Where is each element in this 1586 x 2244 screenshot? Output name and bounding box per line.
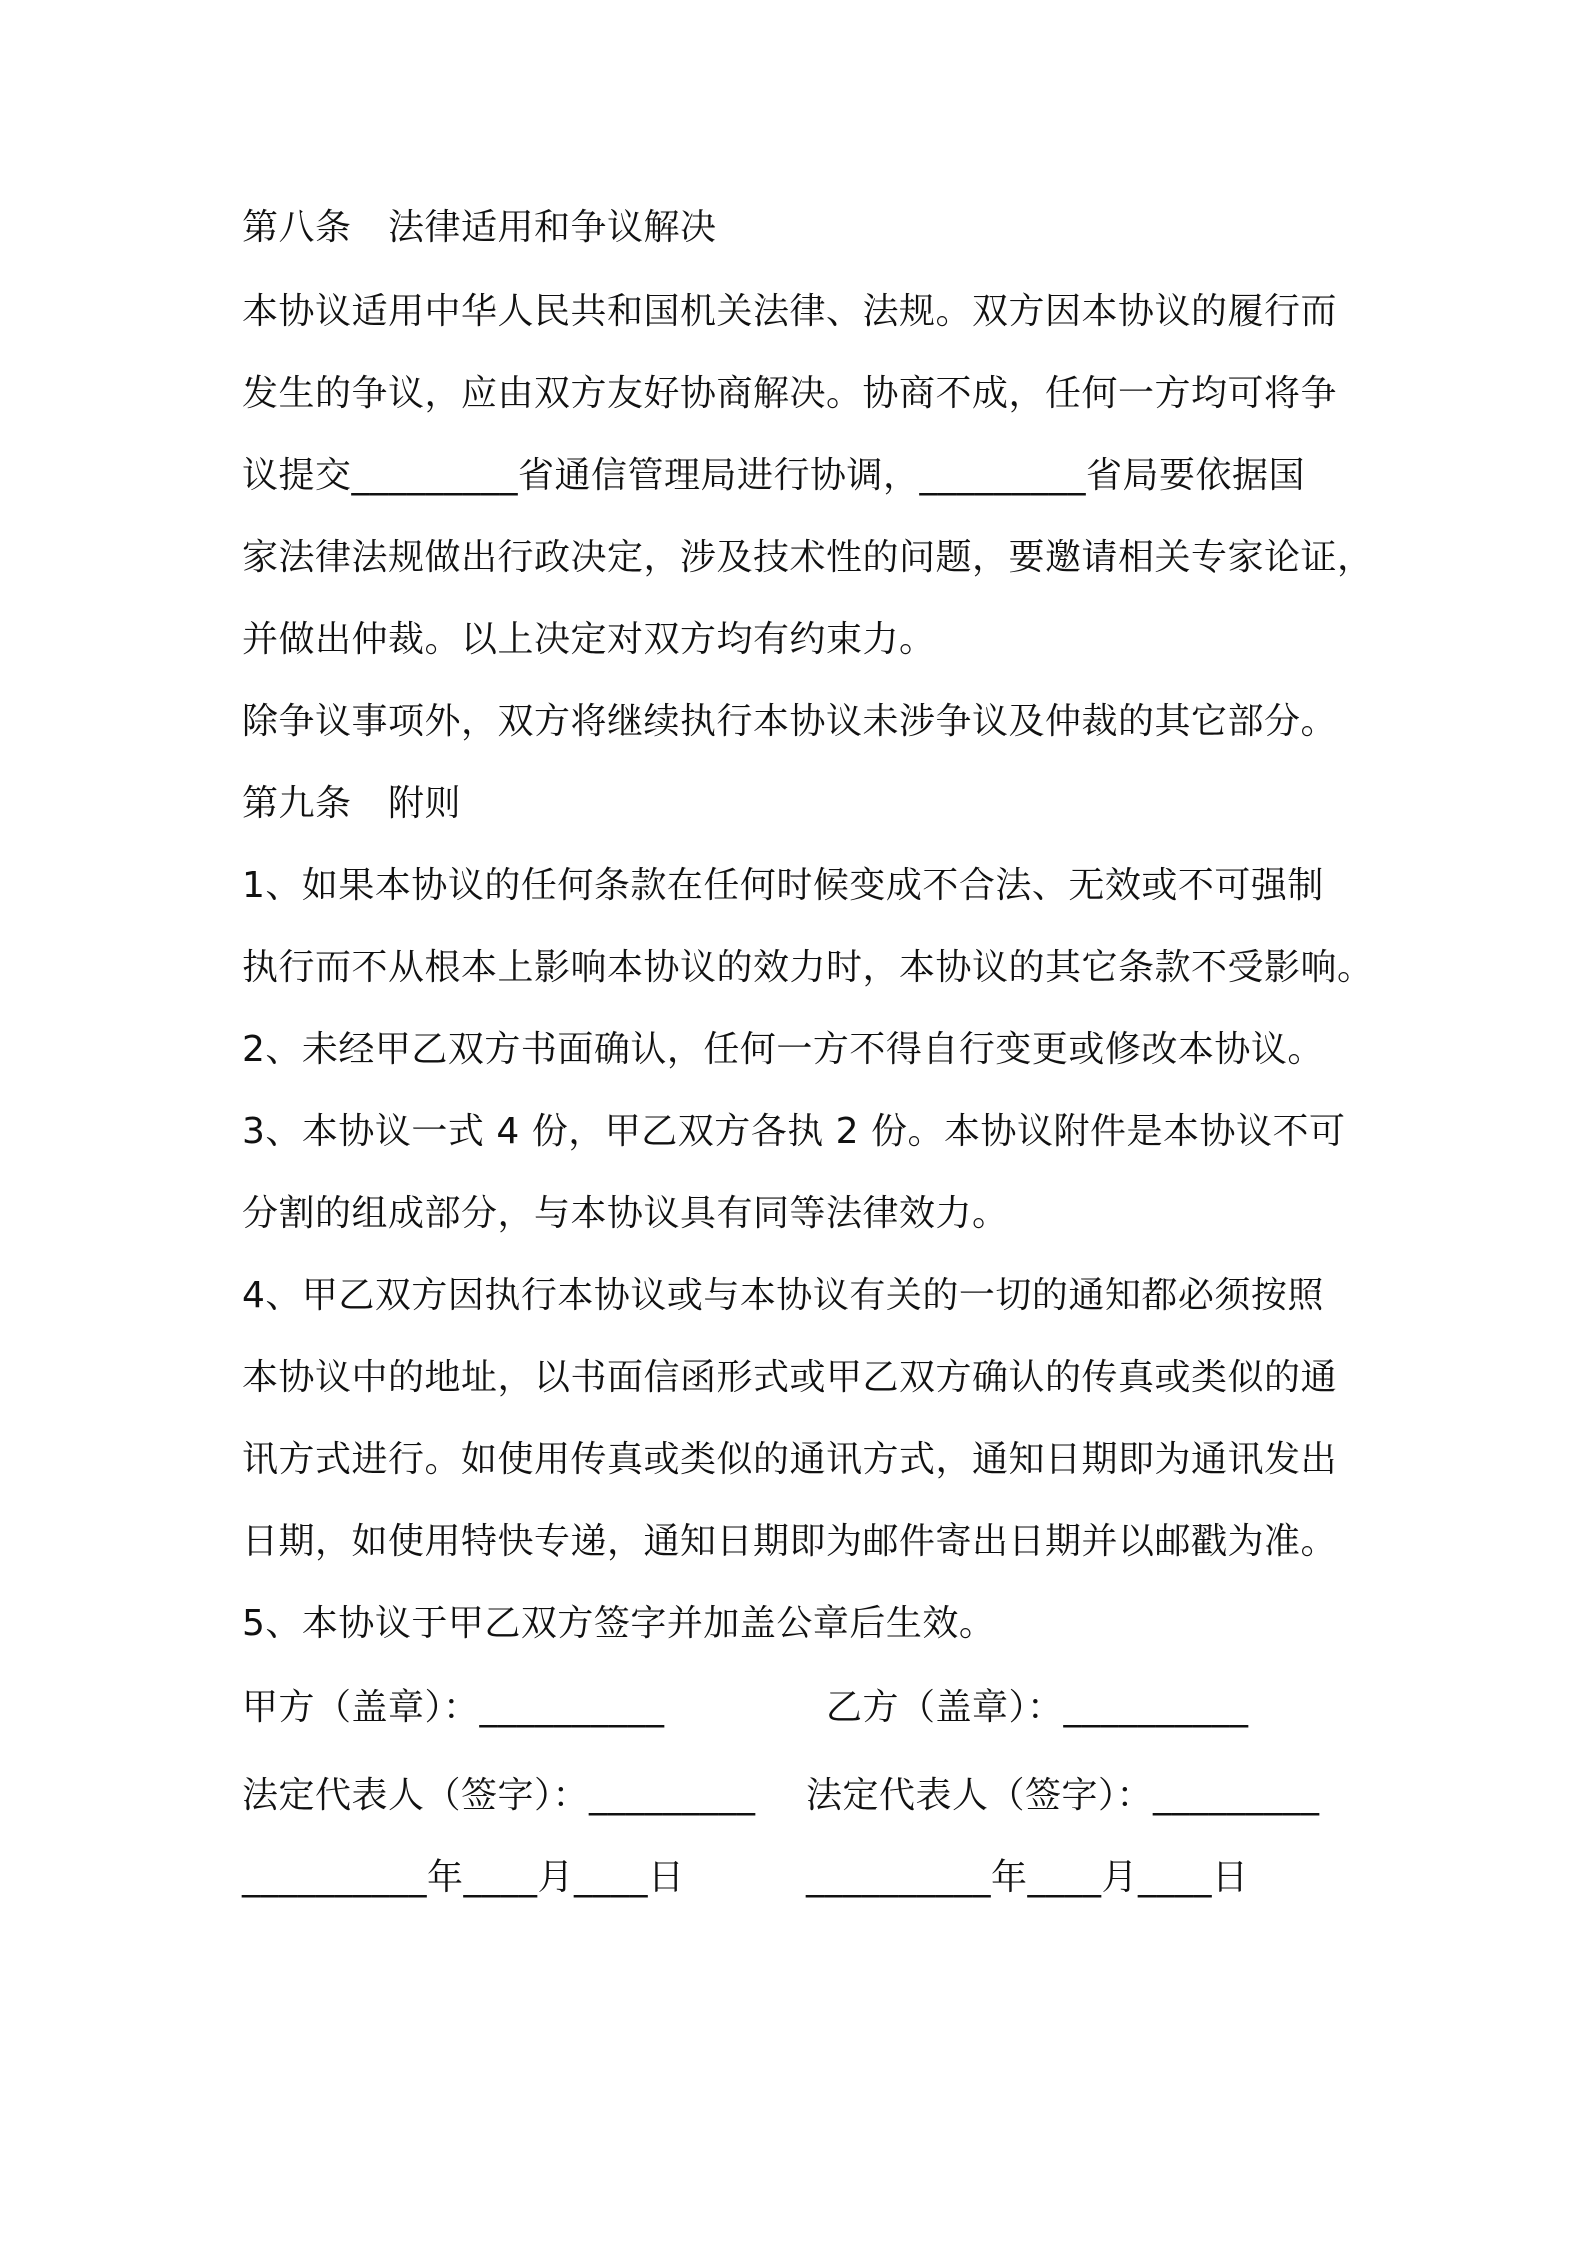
- party-a-seal: 甲方（盖章）：__________: [242, 1687, 665, 1728]
- article-9-line-10: 5、本协议于甲乙双方签字并加盖公章后生效。: [242, 1603, 996, 1644]
- article-8-heading: 第八条 法律适用和争议解决: [242, 207, 717, 248]
- article-8-line-2: 发生的争议，应由双方友好协商解决。协商不成，任何一方均可将争: [242, 373, 1338, 414]
- article-9-line-7: 本协议中的地址，以书面信函形式或甲乙双方确认的传真或类似的通: [242, 1357, 1338, 1398]
- article-8-line-5: 并做出仲裁。以上决定对双方均有约束力。: [242, 619, 936, 660]
- article-8-line-6: 除争议事项外，双方将继续执行本协议未涉争议及仲裁的其它部分。: [242, 701, 1338, 742]
- article-9-heading: 第九条 附则: [242, 783, 462, 824]
- article-9-line-4: 3、本协议一式 4 份，甲乙双方各执 2 份。本协议附件是本协议不可: [242, 1111, 1346, 1152]
- party-b-date: __________年____月____日: [806, 1857, 1249, 1898]
- party-b-seal: 乙方（盖章）：__________: [826, 1687, 1249, 1728]
- party-b-representative: 法定代表人（签字）：_________: [806, 1775, 1320, 1816]
- article-8-line-1: 本协议适用中华人民共和国机关法律、法规。双方因本协议的履行而: [242, 291, 1338, 332]
- article-9-line-8: 讯方式进行。如使用传真或类似的通讯方式，通知日期即为通讯发出: [242, 1439, 1338, 1480]
- article-9-line-1: 1、如果本协议的任何条款在任何时候变成不合法、无效或不可强制: [242, 865, 1324, 906]
- party-a-representative: 法定代表人（签字）：_________: [242, 1775, 756, 1816]
- article-8-line-4: 家法律法规做出行政决定，涉及技术性的问题，要邀请相关专家论证，: [242, 537, 1374, 578]
- article-9-line-6: 4、甲乙双方因执行本协议或与本协议有关的一切的通知都必须按照: [242, 1275, 1324, 1316]
- article-9-line-2: 执行而不从根本上影响本协议的效力时，本协议的其它条款不受影响。: [242, 947, 1374, 988]
- article-9-line-9: 日期，如使用特快专递，通知日期即为邮件寄出日期并以邮戳为准。: [242, 1521, 1338, 1562]
- article-9-line-3: 2、未经甲乙双方书面确认，任何一方不得自行变更或修改本协议。: [242, 1029, 1324, 1070]
- article-9-line-5: 分割的组成部分，与本协议具有同等法律效力。: [242, 1193, 1009, 1234]
- article-8-line-3: 议提交_________省通信管理局进行协调，_________省局要依据国: [242, 455, 1306, 496]
- party-a-date: __________年____月____日: [242, 1857, 685, 1898]
